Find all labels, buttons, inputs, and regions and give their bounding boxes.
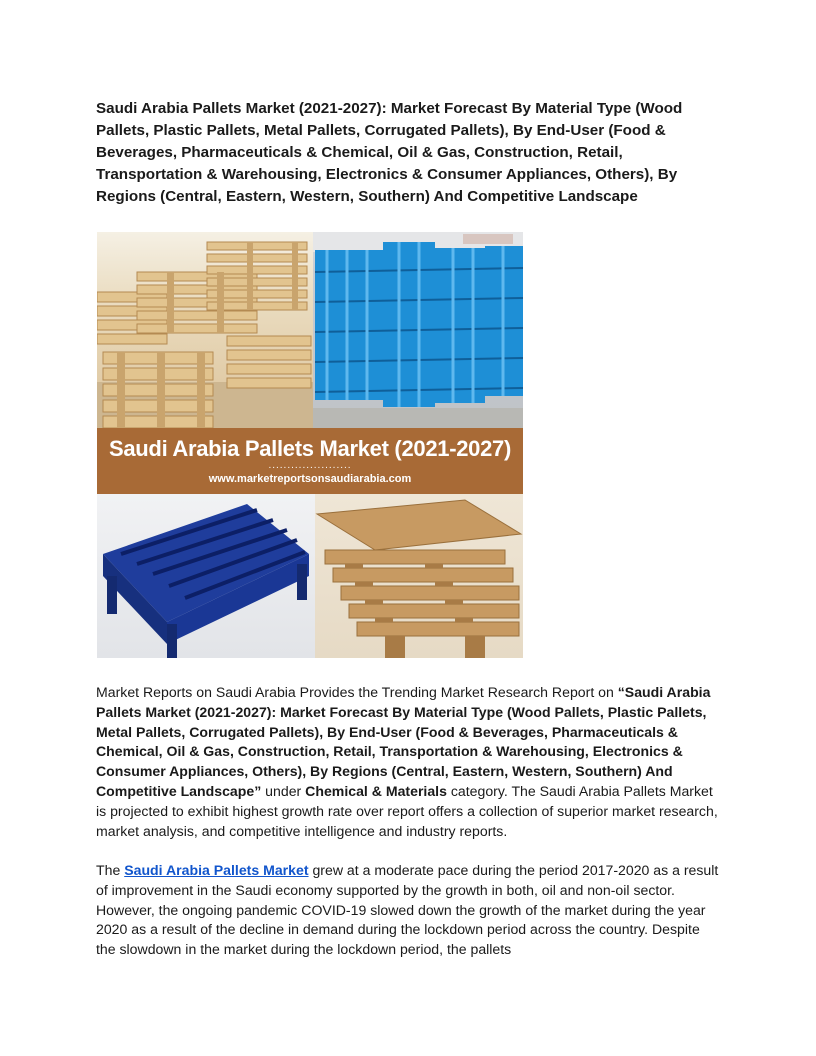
- wood-pallets-photo: [97, 232, 313, 428]
- wood-pallets-illustration: [97, 232, 313, 428]
- corrugated-pallets-illustration: [315, 494, 523, 658]
- page-title: Saudi Arabia Pallets Market (2021-2027): Market Forecast By Material Type (Wood Pallets, Plastic Pallets, Metal Pallets, Corrugated Pallets), By End-User (Food & Beverages, Pharmaceuticals & Chemical, Oil & Gas, Construction, Retail, Transportation & Warehousing, Electronics & Consumer Appliances, Others), By Regions (Central, Eastern, Western, Southern) And Competitive Landscape: [96, 100, 683, 205]
- banner-title: Saudi Arabia Pallets Market (2021-2027): [108, 436, 511, 461]
- under-text: under: [261, 782, 306, 799]
- market-paragraph: [96, 861, 722, 960]
- market-report-link[interactable]: Saudi Arabia Pallets Market: [124, 862, 309, 878]
- banner-url: www.marketreportsonsaudiarabia.com: [208, 473, 412, 485]
- banner-divider: ......................: [268, 460, 352, 471]
- close-quote: ”: [254, 782, 262, 799]
- collage-banner: [97, 428, 523, 494]
- market-intro-text: The: [96, 862, 125, 878]
- intro-rest-text: category. The Saudi Arabia Pallets Market is projected to exhibit highest growth rate over report offers a collection of superior market research, market analysis, and competitive intelligence and industry reports.: [96, 782, 718, 839]
- report-title-bold: Saudi Arabia Pallets Market (2021-2027): Market Forecast By Material Type (Wood Pallets, Plastic Pallets, Metal Pallets, Corrugated Pallets), By End-User (Food & Beverages, Pharmaceuticals & Chemical, Oil & Gas, Construction, Retail, Transportation & Warehousing, Electronics & Consumer Appliances, Others), By Regions (Central, Eastern, Western, Southern) And Competitive Landscape: [96, 684, 711, 799]
- intro-paragraph: [96, 683, 722, 841]
- plastic-pallets-illustration: [313, 232, 523, 428]
- category-name: Chemical & Materials: [305, 782, 447, 799]
- pallets-collage-image: [97, 232, 523, 658]
- open-quote: “: [617, 684, 625, 700]
- corrugated-pallets-photo: [315, 494, 523, 658]
- metal-pallet-photo: [97, 494, 315, 658]
- metal-pallet-illustration: [97, 494, 315, 658]
- intro-text: Market Reports on Saudi Arabia Provides the Trending Market Research Report on: [96, 684, 618, 700]
- market-rest-text: grew at a moderate pace during the period 2017-2020 as a result of improvement in the Saudi economy supported by the growth in both, oil and non-oil sector. However, the ongoing pandemic COVID-19 slowed down the growth of the market during the year 2020 as a result of the decline in demand during the lockdown period across the country. Despite the slowdown in the market during the lockdown period, the pallets: [96, 862, 719, 958]
- plastic-pallets-photo: [313, 232, 523, 428]
